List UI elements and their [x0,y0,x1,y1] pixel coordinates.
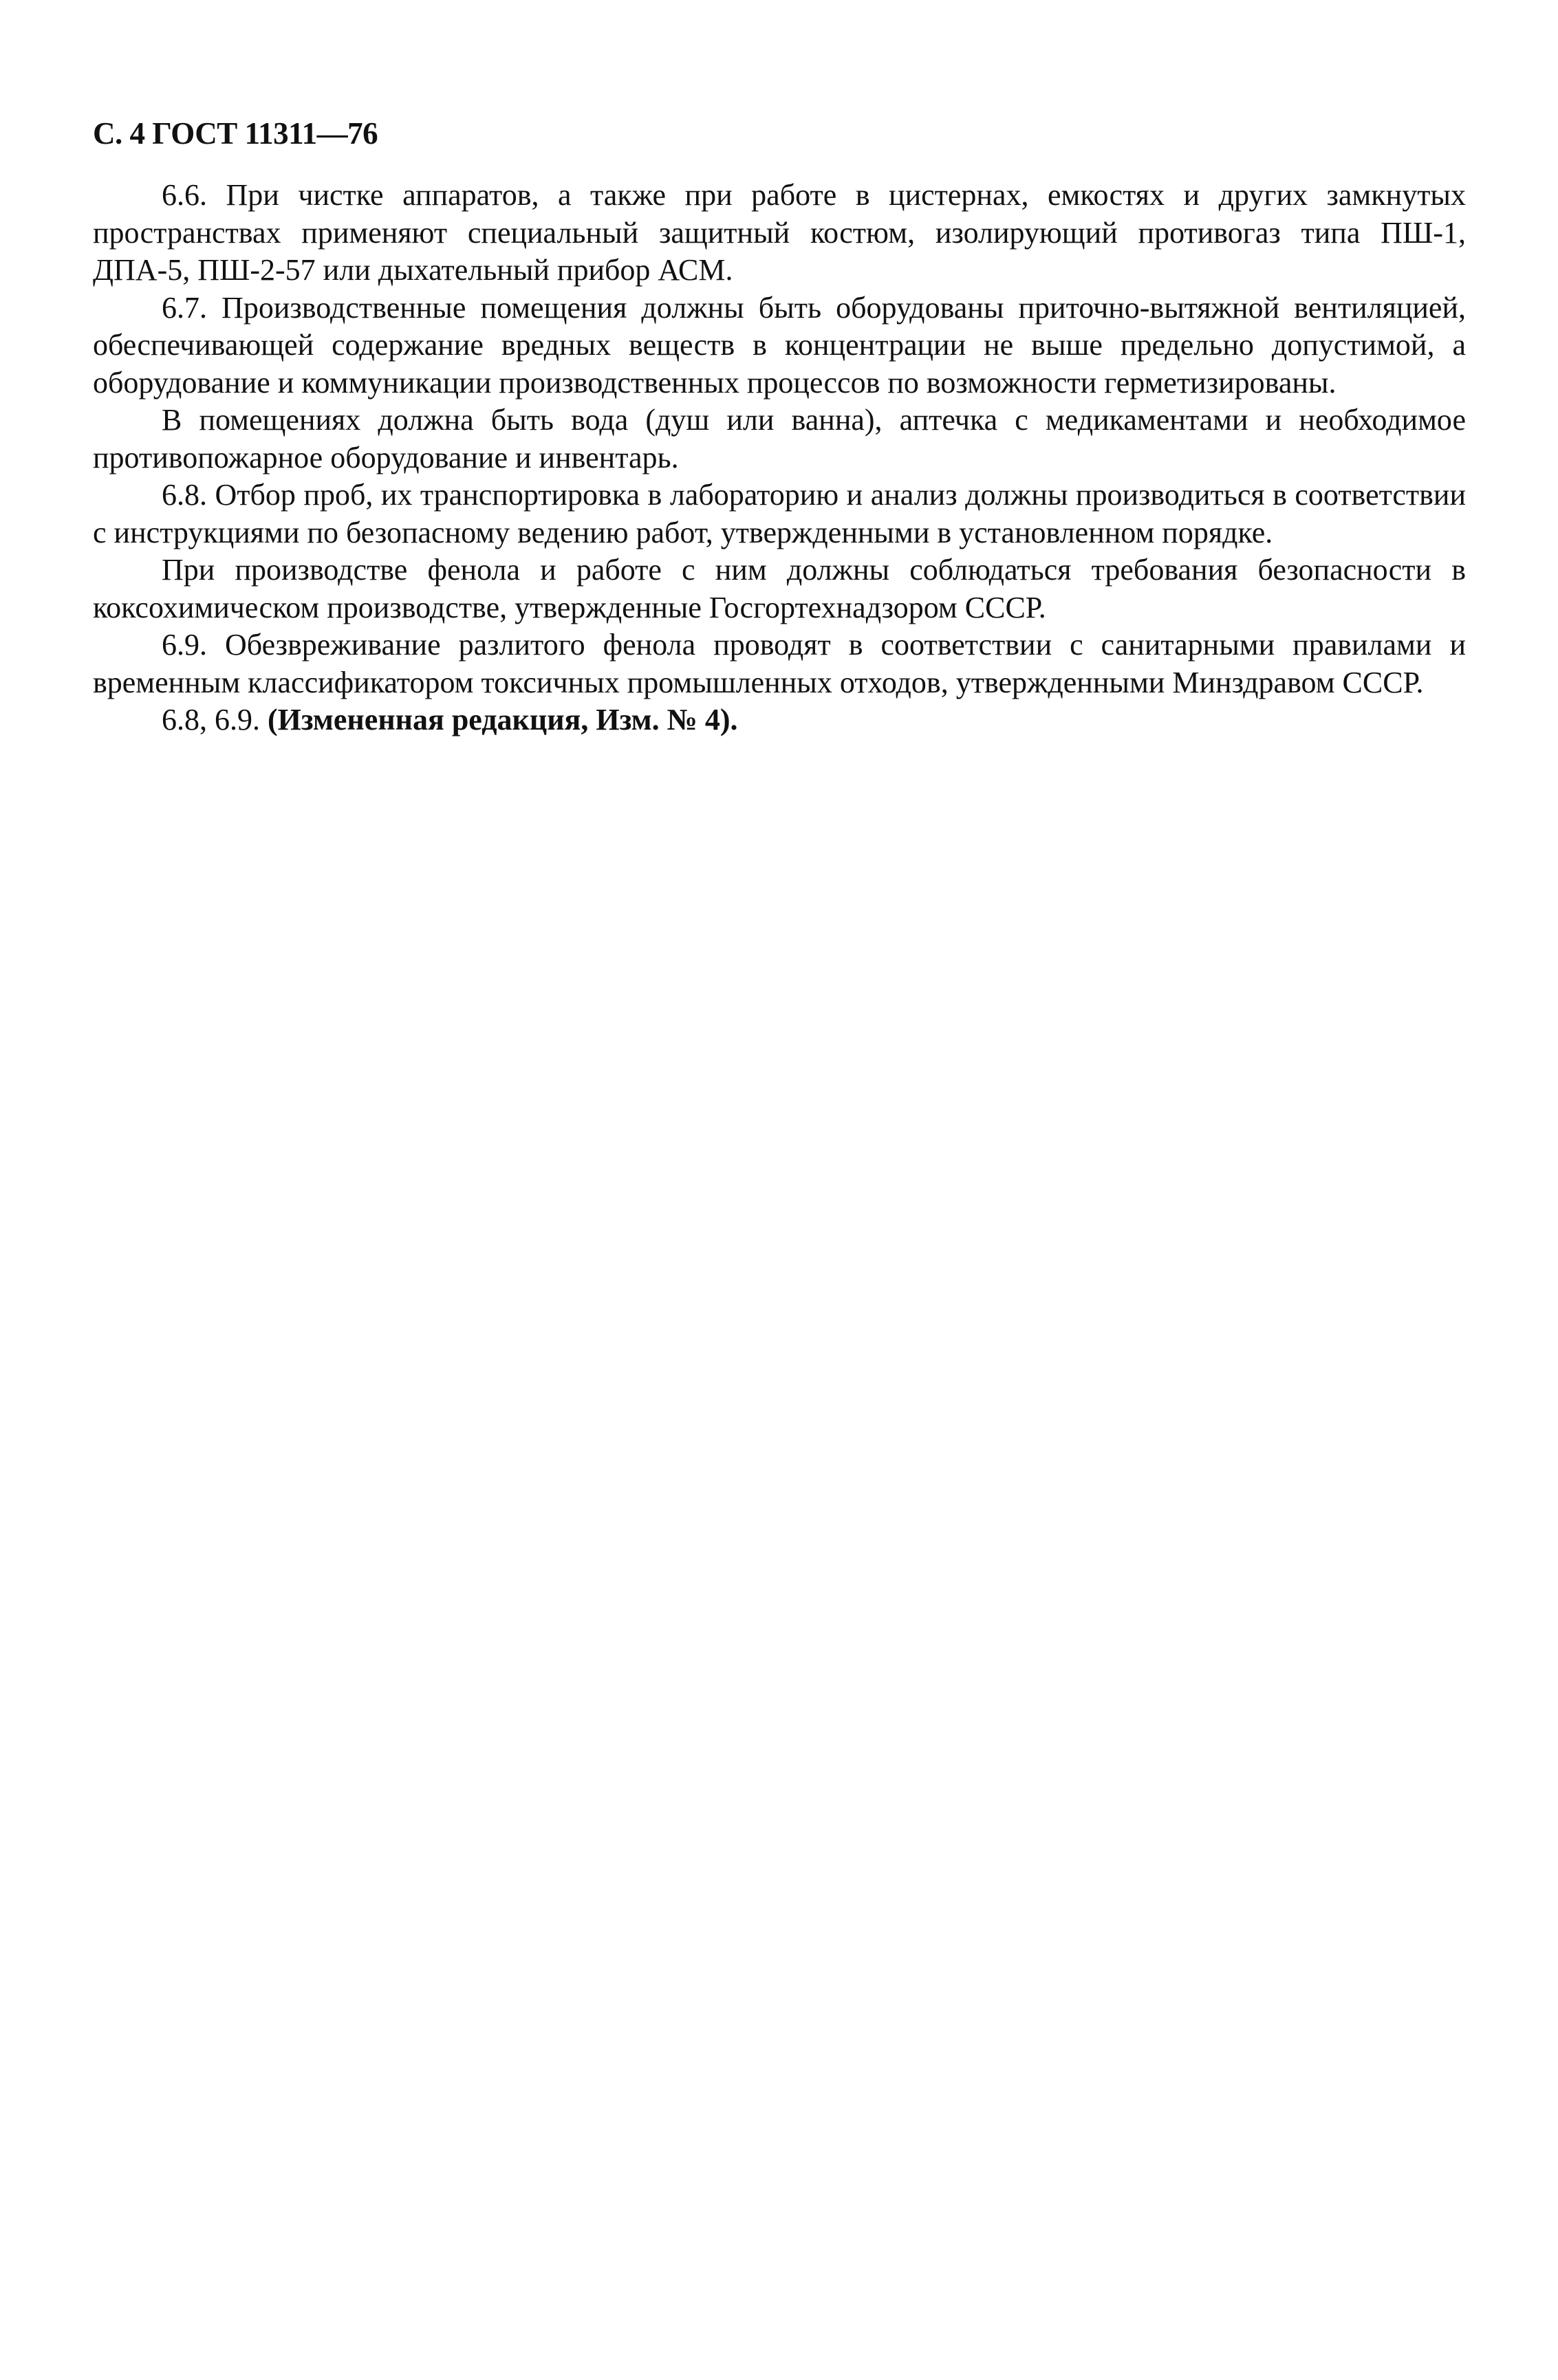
document-body [93,177,1466,739]
amendment-label: (Измененная редакция, Изм. № 4). [268,703,738,736]
paragraph-6-7: 6.7. Производственные помещения должны быть оборудованы приточно-вытяжной вентиляцией, обеспечивающей содержание вредных веществ в концентрации не выше предельно допустимой, а оборудование и коммуникации производственных процессов по возможности герметизированы. [93,290,1466,400]
paragraph-6-8-continued: При производстве фенола и работе с ним должны соблюдаться требования безопасности в коксохимическом производстве, утвержденные Госгортехнадзором СССР. [93,553,1466,624]
paragraph-6-9: 6.9. Обезвреживание разлитого фенола проводят в соответствии с санитарными правилами и временным классификатором токсичных промышленных отходов, утвержденными Минздравом СССР. [93,628,1466,699]
paragraph-6-7-continued: В помещениях должна быть вода (душ или ванна), аптечка с медикаментами и необходимое противопожарное оборудование и инвентарь. [93,403,1466,474]
amendment-prefix: 6.8, 6.9. [162,703,268,736]
paragraph-6-6: 6.6. При чистке аппаратов, а также при работе в цистернах, емкостях и других замкнутых пространствах применяют специальный защитный костюм, изолирующий противогаз типа ПШ-1, ДПА-5, ПШ-2-57 или дыхательный прибор АСМ. [93,178,1466,287]
page-header: С. 4 ГОСТ 11311—76 [93,116,378,151]
amendment-note [93,701,1466,739]
paragraph-6-8: 6.8. Отбор проб, их транспортировка в лабораторию и анализ должны производиться в соответствии с инструкциями по безопасному ведению работ, утвержденными в установленном порядке. [93,478,1466,549]
